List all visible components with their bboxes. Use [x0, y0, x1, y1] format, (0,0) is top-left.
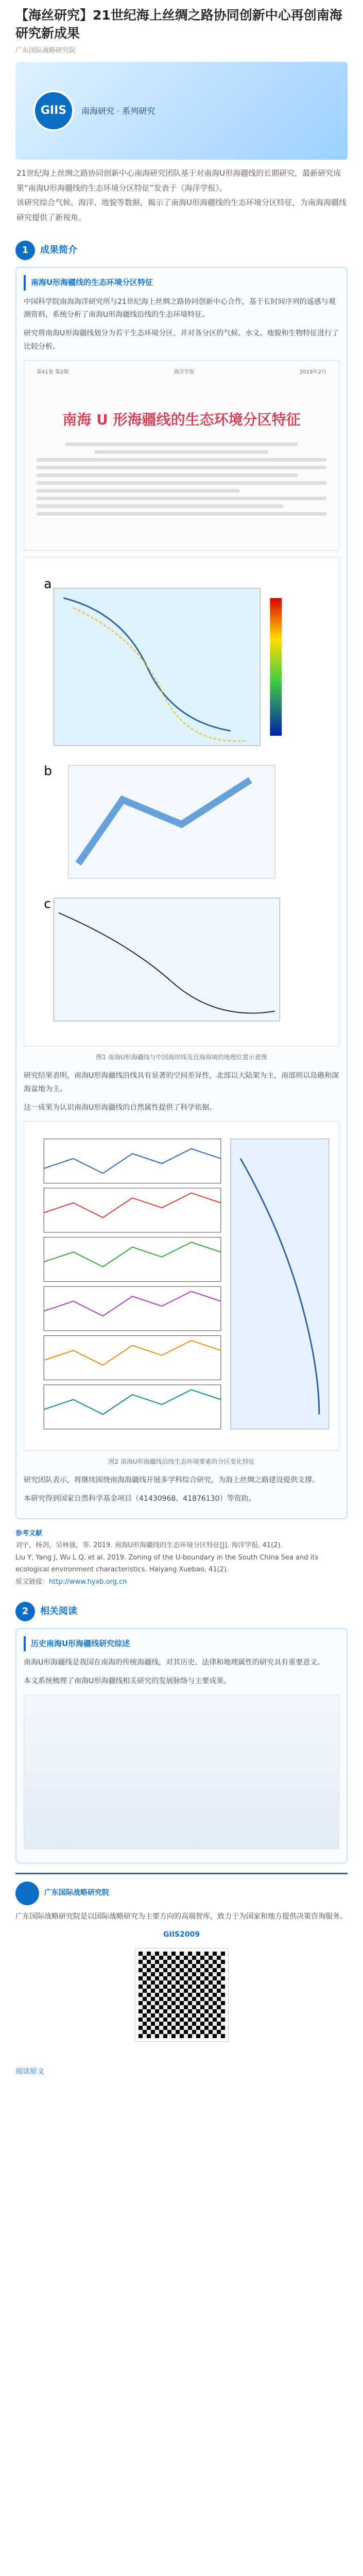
section-header-1: [15, 239, 348, 262]
fund-note: 本研究得到国家自然科学基金项目（41430968、41876130）等资助。: [24, 1495, 256, 1503]
paragraph: 研究团队表示，将继续围绕南海海疆线开展多学科综合研究，为海上丝绸之路建设提供支撑。: [24, 1476, 319, 1485]
reference-2: Liu Y, Yang J, Wu L Q, et al. 2019. Zoning of the U-boundary in the South China Sea and its ecological environment characteristics. Haiyang Xuebao, 41(2).: [15, 1553, 319, 1574]
paragraph: 这一成果为认识南海U形海疆线的自然属性提供了科学依据。: [24, 1104, 217, 1112]
giis-logo-icon: GIIS: [33, 90, 74, 131]
section-title: 相关阅读: [40, 1605, 77, 1617]
article-source[interactable]: 广东国际战略研究院: [15, 47, 76, 55]
panel-label-b: b: [44, 763, 52, 778]
footer-card: [15, 1873, 348, 2056]
journal-volume: 第41卷 第2期: [37, 369, 69, 376]
panel-label-c: c: [44, 896, 51, 911]
figure-map: [24, 557, 339, 1046]
footer-description: 广东国际战略研究院是以国际战略研究为主要方向的高端智库，致力于为国家和地方提供决策咨询服务。: [15, 1912, 347, 1921]
intro-paragraph-2: 该研究综合气候、海洋、地貌等数据，揭示了南海U形海疆线的生态环境分区特征，为南海海疆线研究提供了新视角。: [16, 198, 347, 222]
figure-caption-1: 图1 南海U形海疆线与中国海岸线及近海海域的地理位置示意图: [96, 1054, 267, 1061]
card-subtitle: 历史南海U形海疆线研究综述: [24, 1636, 135, 1652]
map-figure-svg: [24, 557, 339, 1046]
qr-code-icon: [135, 1948, 228, 2041]
related-image: [24, 1694, 339, 1849]
author-name: 南海研究 · 系列研究: [81, 106, 155, 116]
footer-org: 广东国际战略研究院: [44, 1889, 109, 1897]
section-number-icon: 2: [15, 1602, 35, 1621]
journal-date: 2019年2月: [300, 369, 326, 376]
paragraph: 南海U形海疆线是我国在南海的传统海疆线，对其历史、法律和地理属性的研究具有重要意义。: [24, 1658, 325, 1667]
article-meta: [15, 45, 348, 57]
paragraph: 研究结果表明，南海U形海疆线沿线具有显著的空间差异性，北部以大陆架为主，南部则以岛礁和深海盆地为主。: [24, 1072, 339, 1094]
content-card-2: [15, 1628, 348, 1863]
paragraph: 本文系统梳理了南海U形海疆线相关研究的发展脉络与主要成果。: [24, 1677, 231, 1686]
paper-title: 南海 U 形海疆线的生态环境分区特征: [62, 411, 301, 429]
paragraph: 研究将南海U形海疆线划分为若干生态环境分区，并对各分区的气候、水文、地貌和生物特征进行了比较分析。: [24, 329, 339, 351]
org-logo-icon: [15, 1882, 39, 1905]
paper-image: [24, 360, 339, 551]
section-header-2: [15, 1600, 348, 1623]
section-number-icon: 1: [15, 241, 35, 260]
source-link[interactable]: http://www.hyxb.org.cn: [49, 1578, 127, 1586]
link-label: 原文链接：: [15, 1578, 49, 1586]
qr-label: GIIS2009: [163, 1930, 200, 1939]
intro-block: [15, 160, 348, 234]
journal-name: 海洋学报: [174, 369, 195, 376]
section-title: 成果简介: [40, 244, 77, 256]
content-card-1: [15, 267, 348, 1519]
reference-1: 刘宇，杨剑，吴林强，等. 2019. 南海U形海疆线的生态环境分区特征[J]. 海洋学报, 41(2).: [15, 1541, 283, 1550]
author-card: [15, 62, 348, 160]
figure-caption-2: 图2 南海U形海疆线沿线生态环境要素的分区变化特征: [108, 1458, 255, 1466]
article-title: 【海丝研究】21世纪海上丝绸之路协同创新中心再创南海研究新成果: [15, 8, 342, 41]
card-subtitle: 南海U形海疆线的生态环境分区特征: [24, 275, 158, 291]
references-label: 参考文献: [15, 1529, 43, 1537]
figure-profiles: [24, 1121, 339, 1451]
read-more-link[interactable]: 阅读原文: [15, 2067, 44, 2076]
intro-paragraph-1: 21世纪海上丝绸之路协同创新中心南海研究团队基于对南海U形海疆线的长期研究，最新研究成果“南海U形海疆线的生态环境分区特征”发表于《海洋学报》。: [16, 168, 341, 193]
panel-label-a: a: [44, 576, 52, 591]
paragraph: 中国科学院南海海洋研究所与21世纪海上丝绸之路协同创新中心合作，基于长时间序列的遥感与观测资料，系统分析了南海U形海疆线沿线的生态环境特征。: [24, 297, 336, 319]
paper-text-lines: [37, 443, 326, 516]
references-block: [15, 1528, 348, 1588]
profile-figure-svg: [24, 1122, 339, 1451]
